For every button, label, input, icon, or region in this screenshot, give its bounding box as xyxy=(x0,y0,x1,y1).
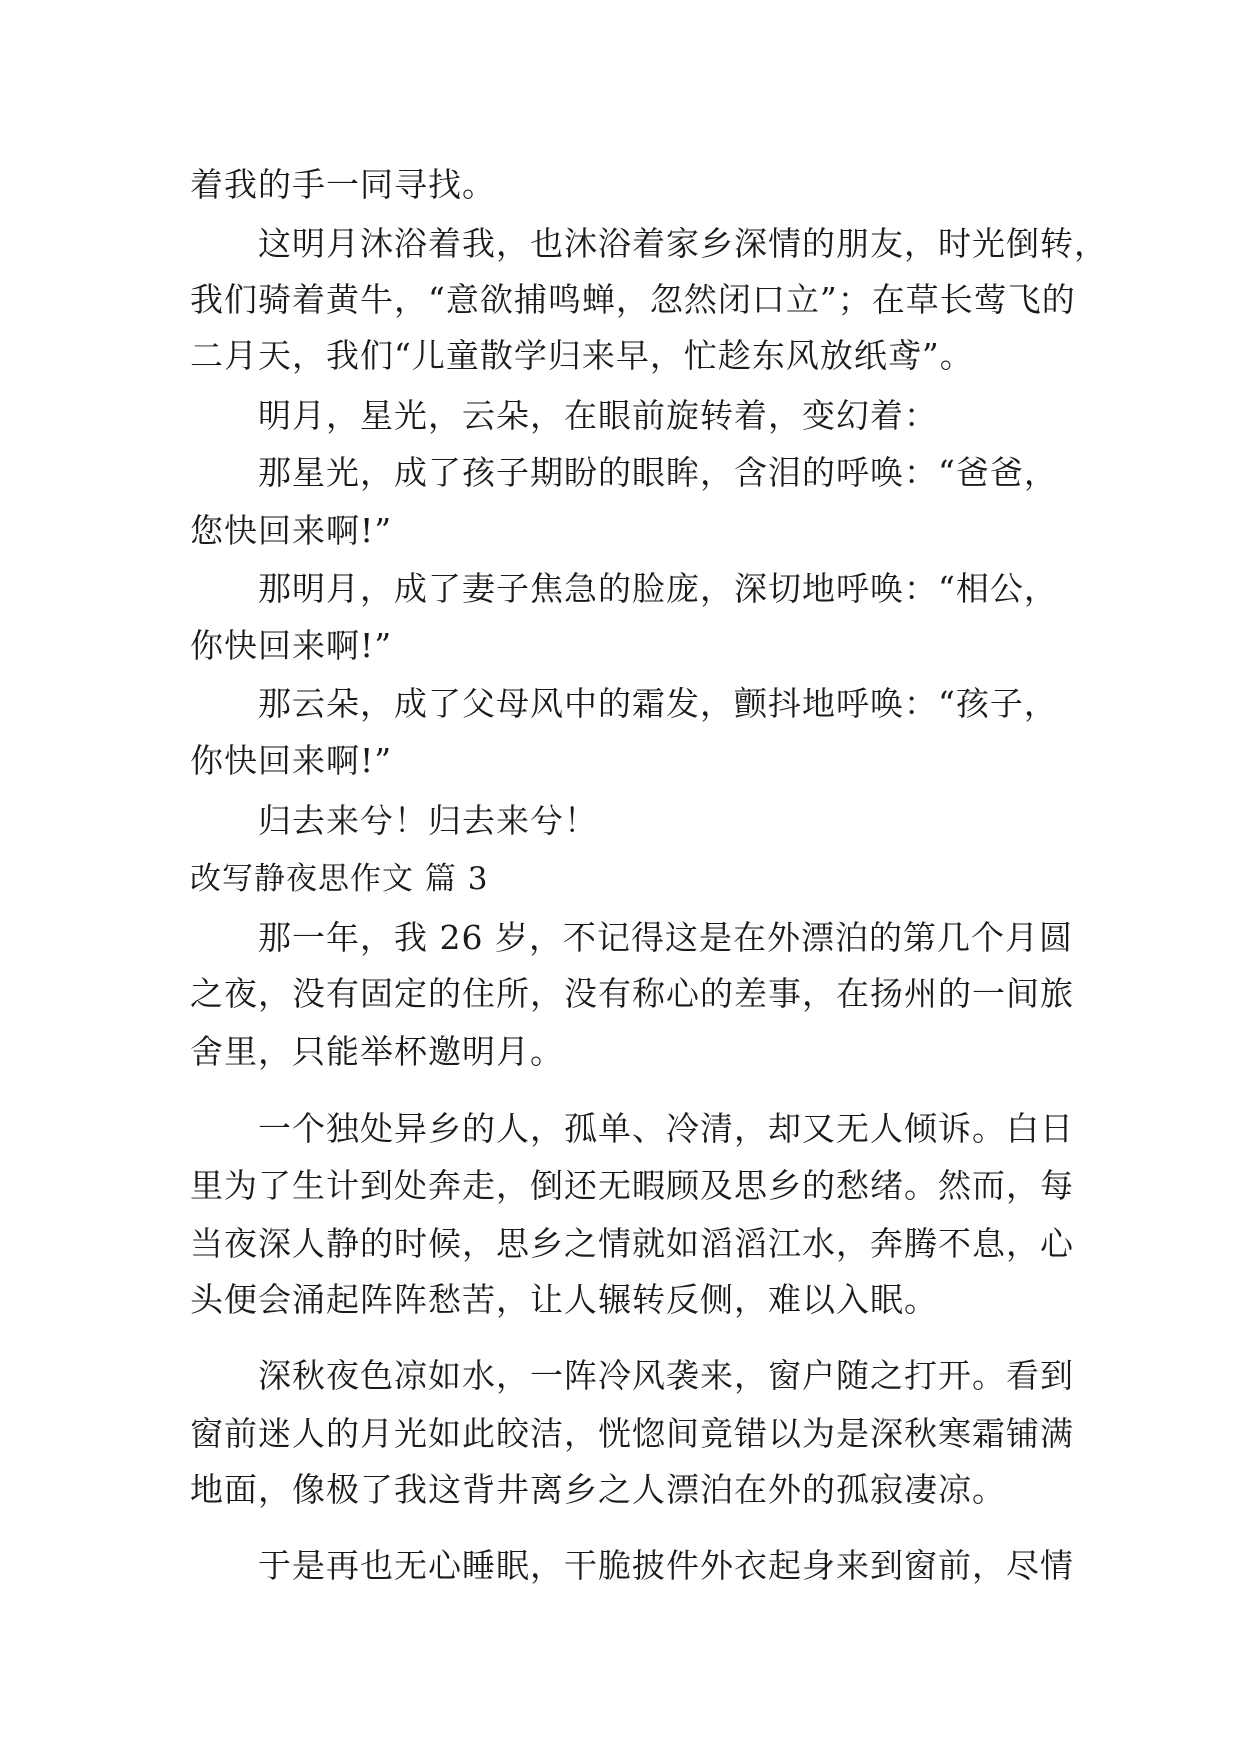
text-line: 里为了生计到处奔走，倒还无暇顾及思乡的愁绪。然而，每 xyxy=(190,1166,1074,1205)
section-heading: 改写静夜思作文 篇 3 xyxy=(190,861,489,897)
text-line: 头便会涌起阵阵愁苦，让人辗转反侧，难以入眠。 xyxy=(190,1280,938,1319)
text-line: 我们骑着黄牛，“意欲捕鸣蝉，忽然闭口立”；在草长莺飞的 xyxy=(190,280,1076,319)
text-line: 舍里，只能举杯邀明月。 xyxy=(190,1032,564,1071)
paragraph-start-line: 那星光，成了孩子期盼的眼眸，含泪的呼唤：“爸爸， xyxy=(258,453,1058,492)
paragraph-start-line: 明月，星光，云朵，在眼前旋转着，变幻着： xyxy=(258,396,938,435)
text-line: 窗前迷人的月光如此皎洁，恍惚间竟错以为是深秋寒霜铺满 xyxy=(190,1414,1074,1453)
text-line: 你快回来啊!” xyxy=(190,626,393,665)
paragraph-start-line: 归去来兮！归去来兮！ xyxy=(258,801,598,840)
paragraph-start-line: 于是再也无心睡眠，干脆披件外衣起身来到窗前，尽情 xyxy=(258,1546,1074,1585)
paragraph-start-line: 那一年，我 26 岁，不记得这是在外漂泊的第几个月圆 xyxy=(258,918,1073,957)
text-line: 当夜深人静的时候，思乡之情就如滔滔江水，奔腾不息，心 xyxy=(190,1224,1074,1263)
text-line: 你快回来啊!” xyxy=(190,741,393,780)
paragraph-start-line: 这明月沐浴着我，也沐浴着家乡深情的朋友，时光倒转， xyxy=(258,224,1108,263)
text-line: 之夜，没有固定的住所，没有称心的差事，在扬州的一间旅 xyxy=(190,974,1074,1013)
text-line: 地面，像极了我这背井离乡之人漂泊在外的孤寂凄凉。 xyxy=(190,1470,1006,1509)
paragraph-start-line: 那明月，成了妻子焦急的脸庞，深切地呼唤：“相公， xyxy=(258,569,1058,608)
paragraph-start-line: 一个独处异乡的人，孤单、冷清，却又无人倾诉。白日 xyxy=(258,1109,1074,1148)
text-line: 着我的手一同寻找。 xyxy=(190,165,496,204)
text-line: 您快回来啊!” xyxy=(190,511,393,550)
paragraph-start-line: 那云朵，成了父母风中的霜发，颤抖地呼唤：“孩子， xyxy=(258,684,1058,723)
text-line: 二月天，我们“儿童散学归来早，忙趁东风放纸鸢”。 xyxy=(190,336,974,375)
paragraph-start-line: 深秋夜色凉如水，一阵冷风袭来，窗户随之打开。看到 xyxy=(258,1356,1074,1395)
